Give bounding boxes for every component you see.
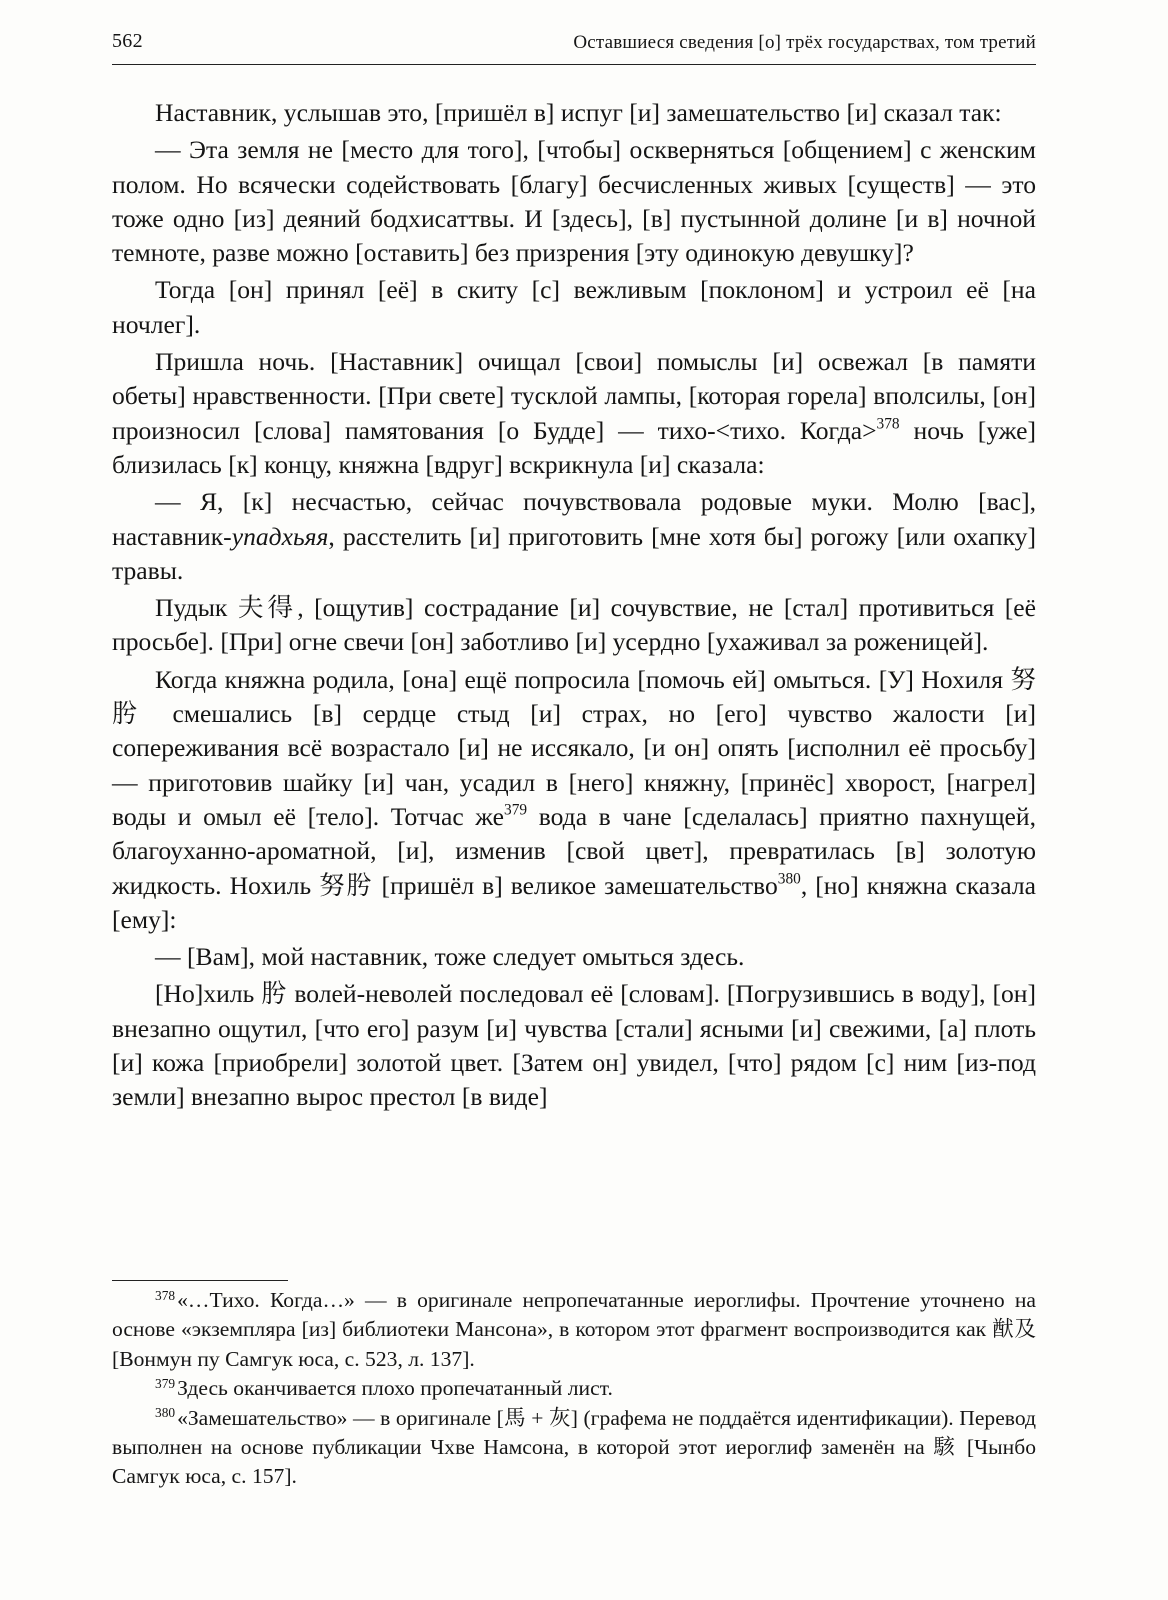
footnote	[112, 1286, 1036, 1374]
footnote-text: «…Тихо. Когда…» — в оригинале непропечатанные иероглифы. Прочтение уточнено на основе «экземпляра [из] библиотеки Мансона», в котором этот фрагмент воспроизводится как 猷及 [Вонмун пу Самгук юса, с. 523, л. 137].	[112, 1288, 1036, 1371]
footnote	[112, 1374, 1036, 1403]
main-text	[112, 96, 1036, 1118]
paragraph	[112, 485, 1036, 588]
text-run: Когда княжна родила, [она] ещё попросила [помочь ей] омыться. [У] Нохиля 努肹 смешались [в] сердце стыд [и] страх, но [его] чувство жалости [и] сопереживания всё возрастало [и] не иссякало, [и он] опять [исполнил её просьбу] — приготовив шайку [и] чан, усадил в [него] княжну, [принёс] хворост, [нагрел] воды и омыл её [тело]. Тотчас же	[112, 664, 1036, 831]
paragraph: Пудык 夫得, [ощутив] сострадание [и] сочувствие, не [стал] противиться [её просьбе]. [При] огне свечи [он] заботливо [и] усердно [ухаживал за роженицей].	[112, 593, 1036, 657]
footnotes	[112, 1286, 1036, 1492]
footnote-number: 379	[155, 1375, 176, 1391]
footnote	[112, 1404, 1036, 1492]
footnote-ref: 379	[504, 801, 528, 819]
text-run: вода в чане [сделалась] приятно пахнущей, благоуханно-ароматной, [и], изменив [свой цвет], превратилась [в] золотую жидкость. Нохиль 努肹 [пришёл в] великое замешательство	[112, 801, 1036, 900]
footnote-text: «Замешательство» — в оригинале [馬 + 灰] (графема не поддаётся идентификации). Перевод выполнен на основе публикации Чхве Намсона, в которой этот иероглиф заменён на 駭 [Чынбо Самгук юса, с. 157].	[112, 1405, 1036, 1489]
text-run: Пришла ночь. [Наставник] очищал [свои] помыслы [и] освежал [в памяти обеты] нравственности. [При свете] тусклой лампы, [которая горела] вполсилы, [он] произносил [слова] памятования [о Будде] — тихо-<тихо. Когда>	[112, 347, 1036, 445]
italic-term: упадхьяя	[231, 521, 329, 551]
paragraph: Наставник, услышав это, [пришёл в] испуг [и] замешательство [и] сказал так:	[155, 98, 1002, 127]
footnote-number: 380	[155, 1405, 176, 1421]
paragraph: — Эта земля не [место для того], [чтобы] оскверняться [общением] с женским полом. Но всячески содействовать [благу] бесчисленных живых [существ] — это тоже одно [из] деяний бодхисаттвы. И [здесь], [в] пустынной долине [и в] ночной темноте, разве можно [оставить] без призрения [эту одинокую девушку]?	[112, 135, 1036, 268]
paragraph: — [Вам], мой наставник, тоже следует омыться здесь.	[155, 942, 745, 972]
paragraph: [Но]хиль 肹 волей-неволей последовал её [словам]. [Погрузившись в воду], [он] внезапно ощутил, [что его] разум [и] чувства [стали] ясными [и] свежими, [а] плоть [и] кожа [приобрели] золотой цвет. [Затем он] увидел, [что] рядом [с] ним [из-под земли] внезапно вырос престол [в виде]	[112, 979, 1036, 1112]
page-header	[112, 30, 1036, 65]
paragraph	[112, 663, 1036, 937]
running-title: Оставшиеся сведения [о] трёх государствах, том третий	[573, 32, 1036, 53]
text-run: , расстелить [и] приготовить [мне хотя бы] рогожу [или охапку] травы.	[112, 521, 1036, 585]
footnote-text: Здесь оканчивается плохо пропечатанный лист.	[177, 1376, 613, 1401]
footnote-ref: 380	[777, 869, 801, 887]
text-run: — Я, [к] несчастью, сейчас почувствовала родовые муки. Молю [вас], наставник-	[112, 487, 1036, 551]
page-number: 562	[112, 30, 143, 52]
text-run: ночь [уже] близилась [к] концу, княжна [вдруг] вскрикнула [и] сказала:	[112, 415, 1037, 479]
paragraph	[112, 345, 1036, 482]
paragraph: Тогда [он] принял [её] в скиту [с] вежливым [поклоном] и устроил её [на ночлег].	[112, 275, 1036, 339]
footnote-ref: 378	[876, 414, 900, 432]
footnote-number: 378	[155, 1287, 176, 1303]
text-run: , [но] княжна сказала [ему]:	[112, 870, 1036, 934]
footnote-divider	[112, 1280, 288, 1281]
